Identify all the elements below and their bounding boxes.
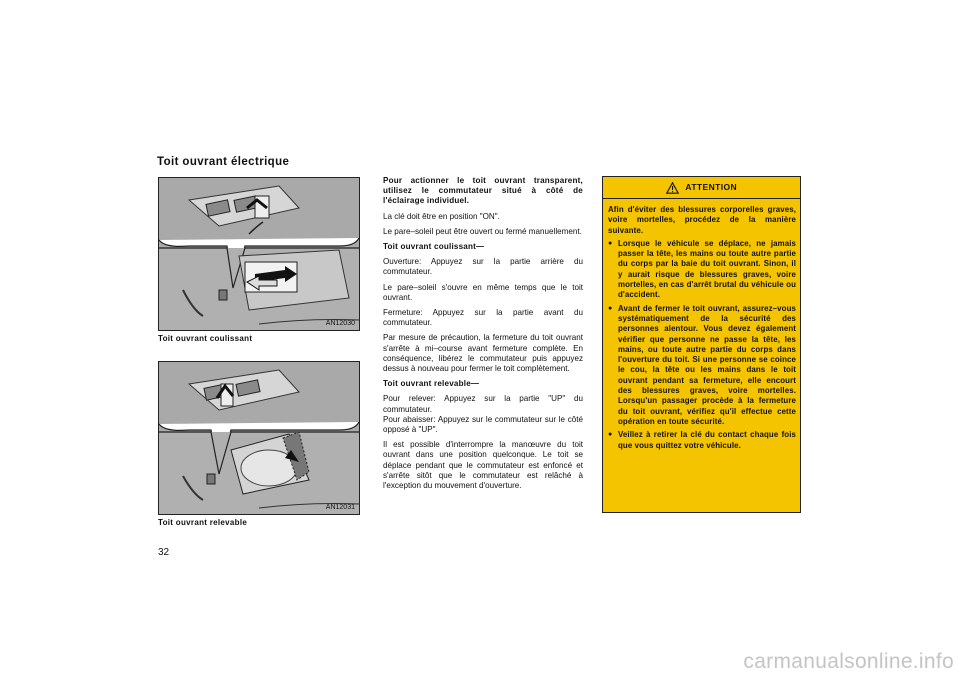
watermark: carmanualsonline.info	[743, 650, 954, 673]
figure-tilt-roof	[158, 361, 360, 515]
instructions-column	[383, 176, 583, 496]
intro-paragraph: Pour actionner le toit ouvrant transparent, utilisez le commutateur situé à côté de l'éclairage individuel.	[383, 176, 583, 206]
sliding-roof-illustration	[159, 178, 359, 330]
bullet-icon: ●	[608, 239, 613, 247]
warning-box	[602, 176, 801, 513]
figure-caption: Toit ouvrant coulissant	[158, 334, 253, 343]
tilt-up-paragraph: Pour relever: Appuyez sur la partie "UP" du commutateur.	[383, 394, 583, 414]
warning-item-text: Avant de fermer le toit ouvrant, assurez–vous systématiquement de la sécurité des personnes alentour. Vous devez également vérifier que personne ne passe la tête, les mains, ou toute autre partie du corps dans l'ouverture du toit. Si une personne se coince le cou, la tête ou les mains dans le toit ouvrant pendant sa fermeture, elle encourt des blessures graves, voire mortelles. Lorsqu'un passager procède à la fermeture du toit ouvrant, vérifiez qu'il effectue cette opération en toute sécurité.	[618, 303, 796, 426]
bullet-icon: ●	[608, 304, 613, 312]
figure-sliding-roof	[158, 177, 360, 331]
figure-code: AN12030	[325, 320, 355, 327]
warning-item	[608, 304, 796, 428]
warning-body	[603, 199, 800, 451]
warning-item	[608, 430, 796, 451]
sliding-heading: Toit ouvrant coulissant—	[383, 242, 485, 252]
page-number: 32	[158, 547, 170, 558]
tilt-down-paragraph: Pour abaisser: Appuyez sur le commutateur sur le côté opposé à "UP".	[383, 414, 583, 435]
section-title: Toit ouvrant électrique	[157, 156, 290, 168]
tilt-heading: Toit ouvrant relevable—	[383, 379, 480, 389]
warning-item-text: Lorsque le véhicule se déplace, ne jamais passer la tête, les mains ou toute autre partie du corps par la baie du toit ouvrant. Sinon, il y aurait risque de blessures graves, voire mortelles, en cas d'arrêt brutal du véhicule ou d'accident.	[618, 238, 796, 300]
warning-item-text: Veillez à retirer la clé du contact chaque fois que vous quittez votre véhicule.	[618, 430, 796, 450]
bullet-icon: ●	[608, 431, 613, 439]
warning-header	[603, 177, 800, 199]
interrupt-paragraph: Il est possible d'interrompre la manœuvre du toit ouvrant dans une position quelconque. Le toit se déplace pendant que le commutateur est enfoncé et s'arrête sitôt que le commutateur est relâché à l'exception du mouvement d'ouverture.	[383, 440, 583, 491]
warning-title: ATTENTION	[685, 182, 738, 192]
sunshade-open-paragraph: Le pare–soleil s'ouvre en même temps que le toit ouvrant.	[383, 282, 583, 302]
opening-paragraph: Ouverture: Appuyez sur la partie arrière du commutateur.	[383, 257, 583, 277]
key-position-paragraph: La clé doit être en position "ON".	[383, 211, 500, 221]
figure-caption: Toit ouvrant relevable	[158, 518, 248, 527]
closing-paragraph: Fermeture: Appuyez sur la partie avant du commutateur.	[383, 308, 583, 328]
figure-code: AN12031	[325, 504, 355, 511]
safety-stop-paragraph: Par mesure de précaution, la fermeture du toit ouvrant s'arrête à mi–course avant fermeture complète. En conséquence, libérez le commutateur puis appuyez dessus à nouveau pour fermer le toit complètement.	[383, 333, 583, 374]
warning-triangle-icon	[666, 182, 679, 194]
warning-item	[608, 239, 796, 301]
sunshade-paragraph: Le pare–soleil peut être ouvert ou fermé manuellement.	[383, 226, 582, 236]
tilt-roof-illustration	[159, 362, 359, 514]
warning-intro: Afin d'éviter des blessures corporelles graves, voire mortelles, procédez de la manière suivante.	[608, 205, 796, 235]
